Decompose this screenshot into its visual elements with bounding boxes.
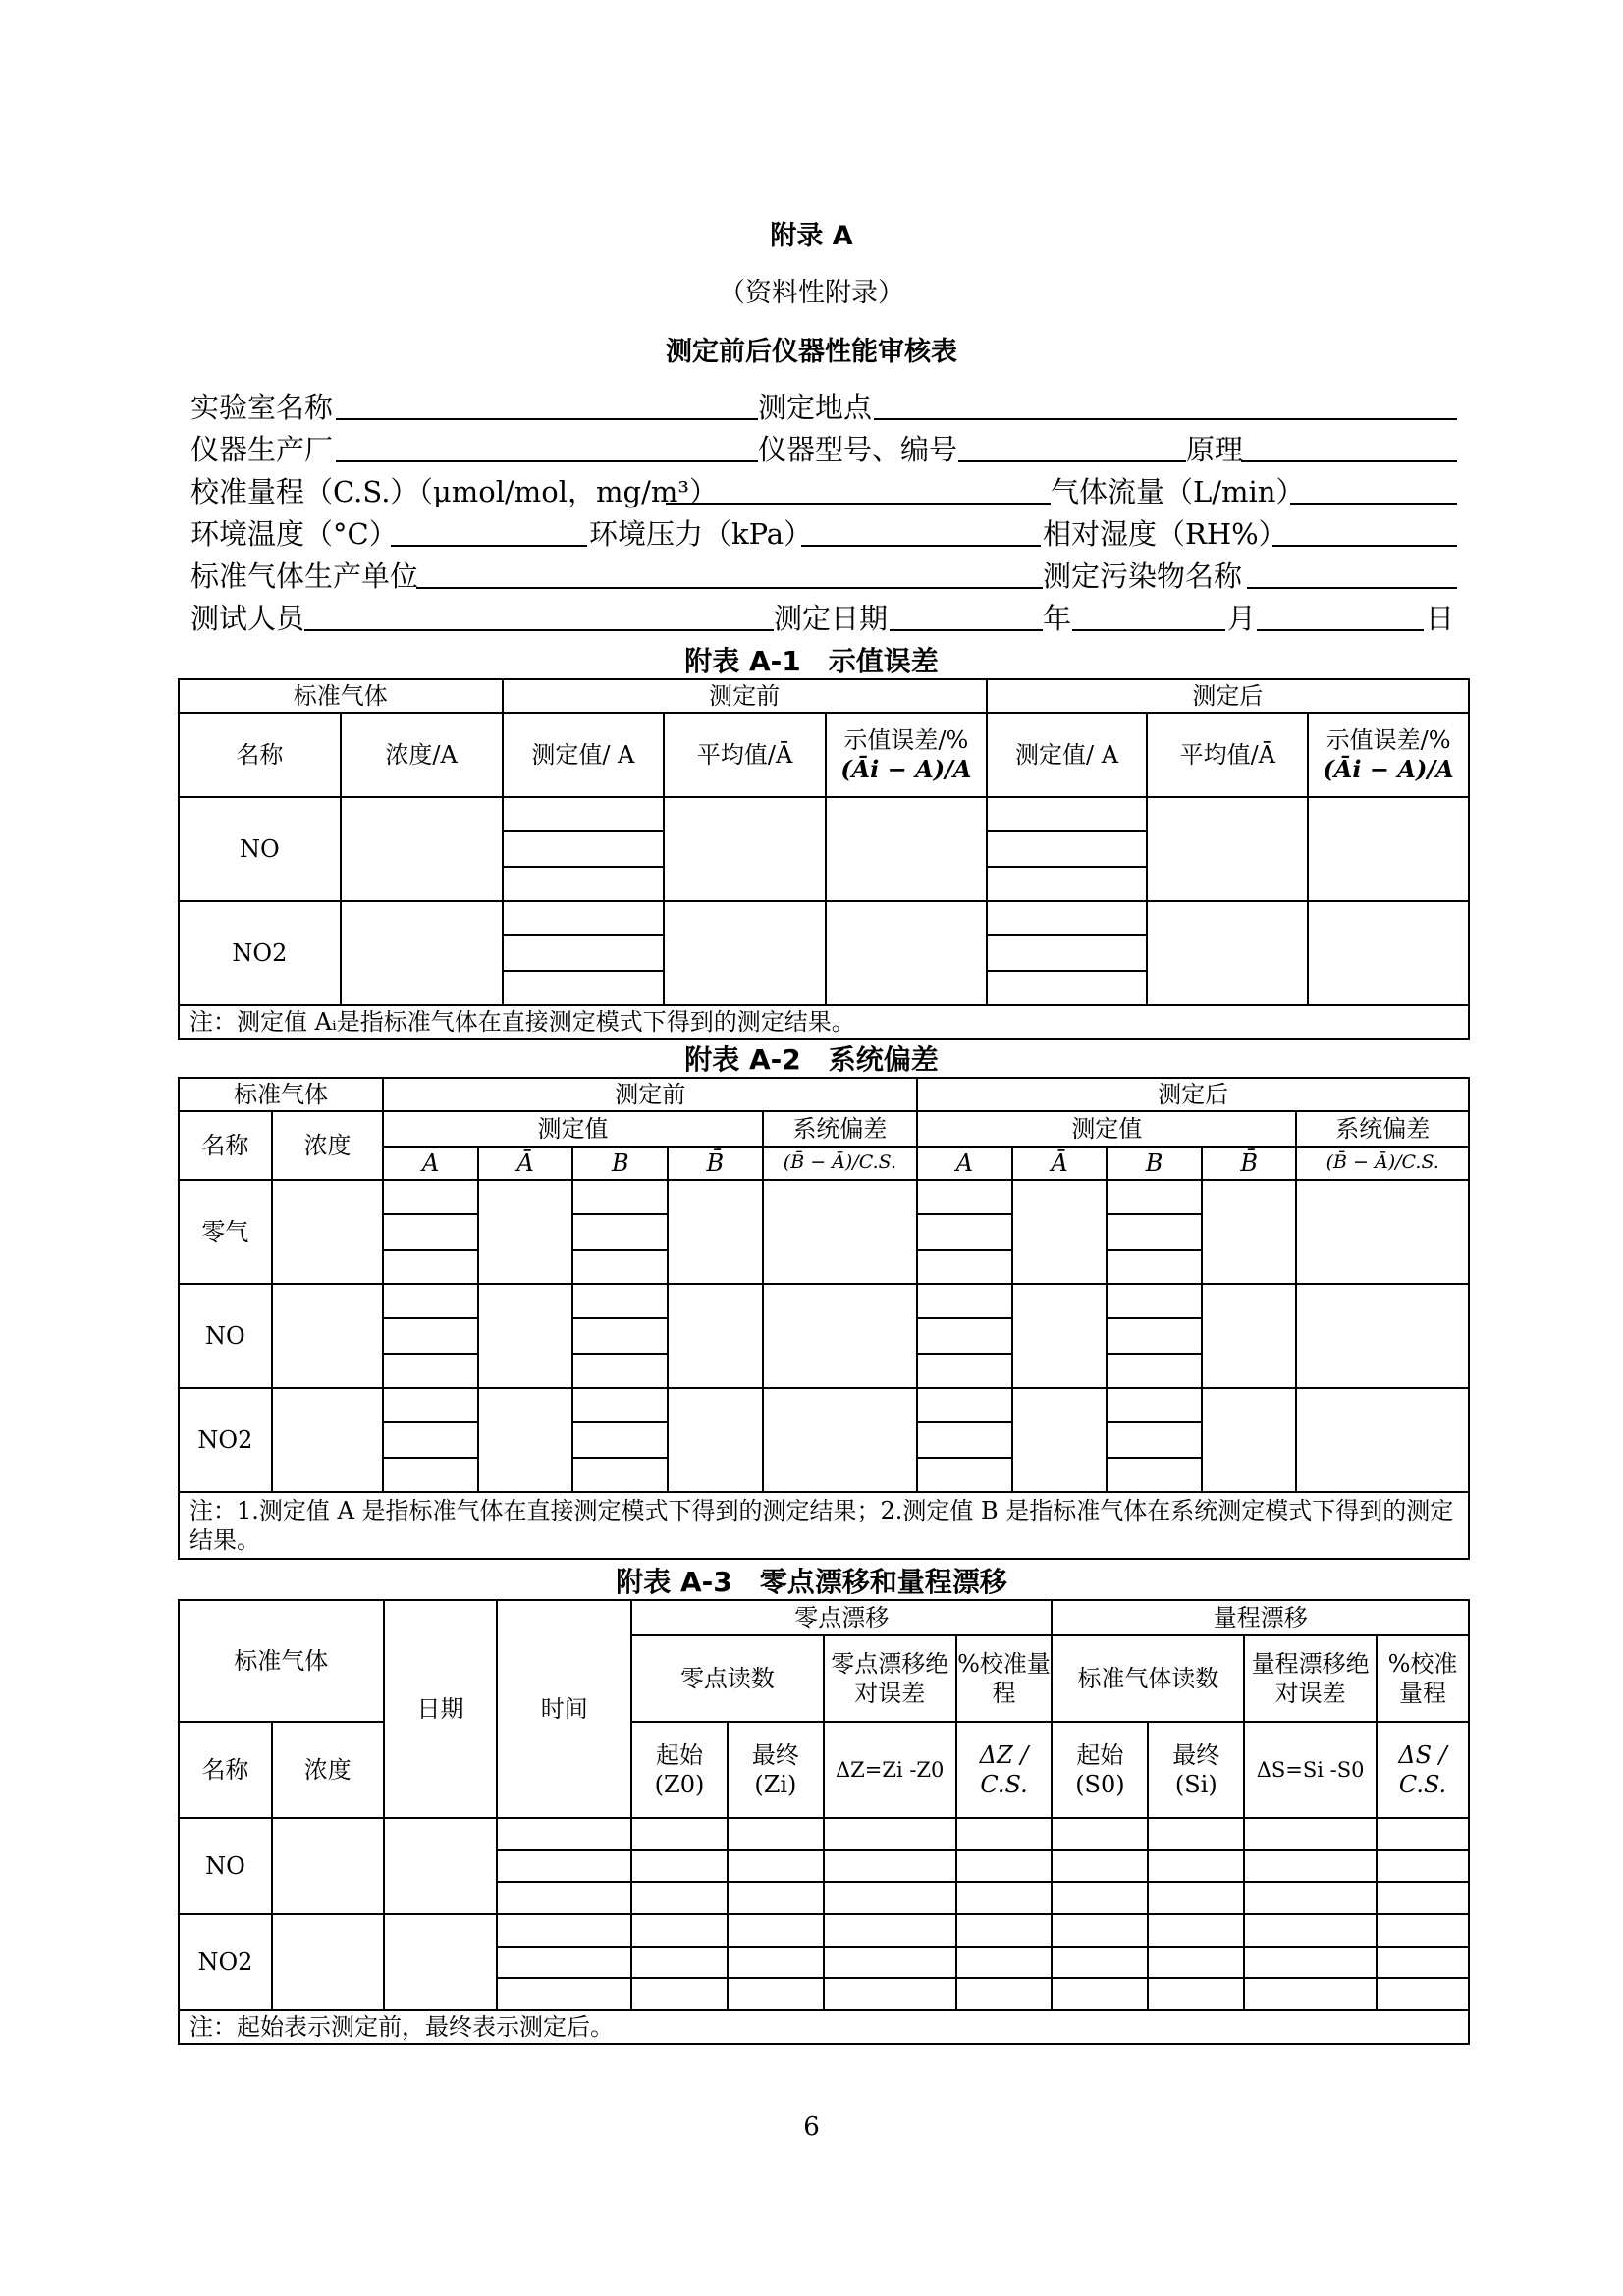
t3-cell[interactable] xyxy=(384,1914,498,2010)
t2-measured-header: 测定值 xyxy=(383,1111,762,1147)
t3-ds-header: ΔS=Si -S0 xyxy=(1244,1722,1377,1818)
t1-row-name: NO xyxy=(179,797,341,901)
t1-cell[interactable] xyxy=(826,797,987,901)
t1-std-gas-header: 标准气体 xyxy=(179,679,503,713)
t2-cell[interactable] xyxy=(1202,1388,1297,1492)
t1-before-header: 测定前 xyxy=(503,679,987,713)
t2-col-a-after: A xyxy=(917,1147,1012,1180)
t3-cell[interactable] xyxy=(956,1914,1053,2010)
t1-cell[interactable] xyxy=(503,901,665,1005)
t1-cell[interactable] xyxy=(987,901,1148,1005)
t3-start-label-2: 起始 xyxy=(1076,1741,1124,1769)
t2-cell[interactable] xyxy=(1012,1180,1108,1284)
t2-measured-header-after: 测定值 xyxy=(917,1111,1296,1147)
lab-name-label: 实验室名称 xyxy=(190,391,334,424)
t3-cell[interactable] xyxy=(1052,1914,1148,2010)
t1-cell[interactable] xyxy=(341,901,503,1005)
t3-dz-header: ΔZ=Zi -Z0 xyxy=(824,1722,956,1818)
t2-cell[interactable] xyxy=(1296,1388,1469,1492)
table1-caption: 附表 A-1 示值误差 xyxy=(684,645,939,677)
tester-label: 测试人员 xyxy=(190,602,305,635)
t2-cell[interactable] xyxy=(272,1180,384,1284)
appendix-title: 附录 A xyxy=(770,221,853,251)
t2-cell[interactable] xyxy=(763,1180,918,1284)
table-a2 xyxy=(178,1077,1470,1560)
appendix-type: （资料性附录） xyxy=(719,278,904,308)
t3-cell[interactable] xyxy=(824,1818,956,1914)
t1-cell[interactable] xyxy=(341,797,503,901)
model-blank[interactable] xyxy=(958,460,1186,462)
table-row xyxy=(179,1180,1469,1284)
t1-cell[interactable] xyxy=(826,901,987,1005)
t2-cell[interactable] xyxy=(1296,1180,1469,1284)
t2-cell[interactable] xyxy=(1107,1284,1202,1388)
t2-cell[interactable] xyxy=(383,1284,478,1388)
t2-conc-header: 浓度 xyxy=(272,1111,384,1180)
t2-cell[interactable] xyxy=(917,1388,1012,1492)
t2-cell[interactable] xyxy=(478,1180,573,1284)
t3-s0-label: (S0) xyxy=(1075,1771,1125,1798)
t2-bias-header: 系统偏差 xyxy=(763,1111,918,1147)
humidity-blank[interactable] xyxy=(1272,545,1457,547)
range-blank[interactable] xyxy=(666,503,1051,505)
t2-cell[interactable] xyxy=(478,1284,573,1388)
t2-name-header: 名称 xyxy=(179,1111,272,1180)
month-label: 月 xyxy=(1227,602,1257,635)
t1-error-header xyxy=(826,713,987,797)
model-label: 仪器型号、编号 xyxy=(758,433,958,466)
t3-date-header: 日期 xyxy=(384,1600,498,1818)
t2-row-name: 零气 xyxy=(179,1180,272,1284)
site-blank[interactable] xyxy=(874,418,1457,420)
t2-col-a: A xyxy=(383,1147,478,1180)
t3-cell[interactable] xyxy=(272,1914,384,2010)
t3-z0-label: (Z0) xyxy=(654,1771,705,1798)
page-number: 6 xyxy=(803,2112,820,2142)
t2-col-b: B xyxy=(572,1147,668,1180)
t3-cell[interactable] xyxy=(956,1818,1053,1914)
t3-dz-frac: ΔZ / C.S. xyxy=(956,1722,1053,1818)
site-label: 测定地点 xyxy=(758,391,873,424)
t3-cell[interactable] xyxy=(1148,1818,1244,1914)
temp-label: 环境温度（°C） xyxy=(190,517,398,551)
t2-cell[interactable] xyxy=(1107,1180,1202,1284)
t3-cell[interactable] xyxy=(631,1914,728,2010)
t1-name-header: 名称 xyxy=(179,713,341,797)
t2-cell[interactable] xyxy=(668,1284,763,1388)
t3-cell[interactable] xyxy=(631,1818,728,1914)
t2-cell[interactable] xyxy=(478,1388,573,1492)
t3-cell[interactable] xyxy=(1377,1914,1469,2010)
t3-time-header: 时间 xyxy=(497,1600,631,1818)
t3-zero-abs-err-header: 零点漂移绝对误差 xyxy=(824,1635,956,1722)
t3-ds-frac: ΔS / C.S. xyxy=(1377,1722,1469,1818)
humidity-label: 相对湿度（RH%） xyxy=(1043,517,1287,551)
t1-cell[interactable] xyxy=(1147,797,1308,901)
t1-error-header-after xyxy=(1308,713,1469,797)
t1-error-label: 示值误差/% xyxy=(843,726,969,754)
lab-name-blank[interactable] xyxy=(336,418,758,420)
t1-conc-header: 浓度/A xyxy=(341,713,503,797)
t1-error-formula: (Āi − A)/A xyxy=(840,755,972,783)
t3-cell[interactable] xyxy=(1244,1914,1377,2010)
t3-name-header: 名称 xyxy=(179,1722,272,1818)
t3-row-name: NO2 xyxy=(179,1914,272,2010)
table-row xyxy=(179,1284,1469,1388)
table-row xyxy=(179,901,1469,1005)
range-label: 校准量程（C.S.）（μmol/mol，mg/m³） xyxy=(190,475,718,508)
t3-cell[interactable] xyxy=(1244,1818,1377,1914)
table-row xyxy=(179,1914,1469,2010)
t3-end-label-2: 最终 xyxy=(1172,1741,1220,1769)
t1-error-formula-after: (Āi − A)/A xyxy=(1323,755,1454,783)
t3-span-abs-err-header: 量程漂移绝对误差 xyxy=(1244,1635,1377,1722)
t2-std-gas-header: 标准气体 xyxy=(179,1078,383,1111)
day-blank[interactable] xyxy=(1257,629,1424,631)
day-label: 日 xyxy=(1426,602,1455,635)
t3-gas-reading-header: 标准气体读数 xyxy=(1052,1635,1244,1722)
table-row xyxy=(179,1388,1469,1492)
t1-cell[interactable] xyxy=(1147,901,1308,1005)
t2-after-header: 测定后 xyxy=(917,1078,1469,1111)
pollutant-label: 测定污染物名称 xyxy=(1043,560,1243,593)
t1-error-label-after: 示值误差/% xyxy=(1325,726,1451,754)
t2-cell[interactable] xyxy=(1202,1284,1297,1388)
flow-blank[interactable] xyxy=(1290,503,1457,505)
t2-cell[interactable] xyxy=(668,1388,763,1492)
year-blank[interactable] xyxy=(890,629,1043,631)
t3-cell[interactable] xyxy=(272,1818,384,1914)
t2-cell[interactable] xyxy=(763,1388,918,1492)
t1-row-name: NO2 xyxy=(179,901,341,1005)
table3-caption: 附表 A-3 零点漂移和量程漂移 xyxy=(616,1566,1007,1598)
t3-cell[interactable] xyxy=(497,1818,631,1914)
t3-cell[interactable] xyxy=(1377,1818,1469,1914)
t3-end-header-2 xyxy=(1148,1722,1244,1818)
t2-cell[interactable] xyxy=(668,1180,763,1284)
t3-std-gas-header: 标准气体 xyxy=(179,1600,384,1722)
t1-cell[interactable] xyxy=(664,797,826,901)
t2-col-abar-after: Ā xyxy=(1012,1147,1108,1180)
t3-zi-label: (Zi) xyxy=(754,1771,797,1798)
t1-cell[interactable] xyxy=(1308,901,1469,1005)
tester-blank[interactable] xyxy=(304,629,774,631)
t1-after-header: 测定后 xyxy=(987,679,1469,713)
table-row xyxy=(179,1818,1469,1914)
t2-cell[interactable] xyxy=(272,1388,384,1492)
principle-label: 原理 xyxy=(1186,433,1244,466)
t2-col-bbar: B̄ xyxy=(668,1147,763,1180)
t2-cell[interactable] xyxy=(1202,1180,1297,1284)
t3-pct-range-header: %校准量程 xyxy=(956,1635,1053,1722)
t1-measured-header-after: 测定值/ A xyxy=(987,713,1148,797)
date-label: 测定日期 xyxy=(774,602,889,635)
t2-col-abar: Ā xyxy=(478,1147,573,1180)
t1-avg-header-after: 平均值/Ā xyxy=(1147,713,1308,797)
month-blank[interactable] xyxy=(1072,629,1225,631)
maker-label: 仪器生产厂 xyxy=(190,433,334,466)
principle-blank[interactable] xyxy=(1241,460,1457,462)
t2-cell[interactable] xyxy=(572,1284,668,1388)
t2-bias-header-after: 系统偏差 xyxy=(1296,1111,1469,1147)
t2-cell[interactable] xyxy=(272,1284,384,1388)
t2-cell[interactable] xyxy=(1012,1284,1108,1388)
temp-blank[interactable] xyxy=(391,545,587,547)
t1-avg-header: 平均值/Ā xyxy=(664,713,826,797)
t3-end-label: 最终 xyxy=(751,1741,799,1769)
t2-col-b-after: B xyxy=(1107,1147,1202,1180)
t2-row-name: NO xyxy=(179,1284,272,1388)
t2-col-bbar-after: B̄ xyxy=(1202,1147,1297,1180)
t2-cell[interactable] xyxy=(1107,1388,1202,1492)
t3-cell[interactable] xyxy=(1052,1818,1148,1914)
t3-start-header xyxy=(631,1722,728,1818)
t3-cell[interactable] xyxy=(824,1914,956,2010)
t2-row-name: NO2 xyxy=(179,1388,272,1492)
t1-cell[interactable] xyxy=(1308,797,1469,901)
t3-cell[interactable] xyxy=(1148,1914,1244,2010)
t3-cell[interactable] xyxy=(384,1818,498,1914)
t2-cell[interactable] xyxy=(572,1388,668,1492)
t3-start-header-2 xyxy=(1052,1722,1148,1818)
t2-cell[interactable] xyxy=(763,1284,918,1388)
table-row xyxy=(179,797,1469,901)
t1-measured-header: 测定值/ A xyxy=(503,713,665,797)
t2-cell[interactable] xyxy=(383,1388,478,1492)
t3-end-header xyxy=(728,1722,824,1818)
t3-conc-header: 浓度 xyxy=(272,1722,384,1818)
gas-maker-blank[interactable] xyxy=(416,587,1043,589)
t2-cell[interactable] xyxy=(572,1180,668,1284)
t3-cell[interactable] xyxy=(497,1914,631,2010)
t3-note: 注：起始表示测定前，最终表示测定后。 xyxy=(179,2010,1469,2044)
t2-note: 注：1.测定值 A 是指标准气体在直接测定模式下得到的测定结果；2.测定值 B 是指标准气体在系统测定模式下得到的测定结果。 xyxy=(179,1492,1469,1559)
t1-cell[interactable] xyxy=(503,797,665,901)
t2-cell[interactable] xyxy=(917,1284,1012,1388)
t3-start-label: 起始 xyxy=(656,1741,704,1769)
t2-bias-formula: (B̄ − Ā)/C.S. xyxy=(763,1147,918,1180)
year-label: 年 xyxy=(1043,602,1072,635)
t3-si-label: (Si) xyxy=(1174,1771,1217,1798)
t3-row-name: NO xyxy=(179,1818,272,1914)
pressure-label: 环境压力（kPa） xyxy=(589,517,813,551)
gas-maker-label: 标准气体生产单位 xyxy=(190,560,419,593)
table-a3 xyxy=(178,1599,1470,2045)
table-a1 xyxy=(178,678,1470,1040)
t1-note: 注：测定值 Aᵢ是指标准气体在直接测定模式下得到的测定结果。 xyxy=(179,1005,1469,1039)
t3-zero-drift-header: 零点漂移 xyxy=(631,1600,1052,1635)
t2-cell[interactable] xyxy=(917,1180,1012,1284)
t3-cell[interactable] xyxy=(728,1914,824,2010)
t3-pct-range-header-2: %校准量程 xyxy=(1377,1635,1469,1722)
t2-before-header: 测定前 xyxy=(383,1078,917,1111)
t1-cell[interactable] xyxy=(987,797,1148,901)
pollutant-blank[interactable] xyxy=(1247,587,1457,589)
t2-cell[interactable] xyxy=(383,1180,478,1284)
t3-cell[interactable] xyxy=(728,1818,824,1914)
t3-span-drift-header: 量程漂移 xyxy=(1052,1600,1469,1635)
document-title: 测定前后仪器性能审核表 xyxy=(666,337,957,367)
flow-label: 气体流量（L/min） xyxy=(1051,475,1305,508)
t2-cell[interactable] xyxy=(1012,1388,1108,1492)
pressure-blank[interactable] xyxy=(801,545,1041,547)
t2-cell[interactable] xyxy=(1296,1284,1469,1388)
t2-bias-formula-after: (B̄ − Ā)/C.S. xyxy=(1296,1147,1469,1180)
t1-cell[interactable] xyxy=(664,901,826,1005)
table2-caption: 附表 A-2 系统偏差 xyxy=(684,1043,939,1076)
maker-blank[interactable] xyxy=(336,460,758,462)
t3-zero-reading-header: 零点读数 xyxy=(631,1635,824,1722)
